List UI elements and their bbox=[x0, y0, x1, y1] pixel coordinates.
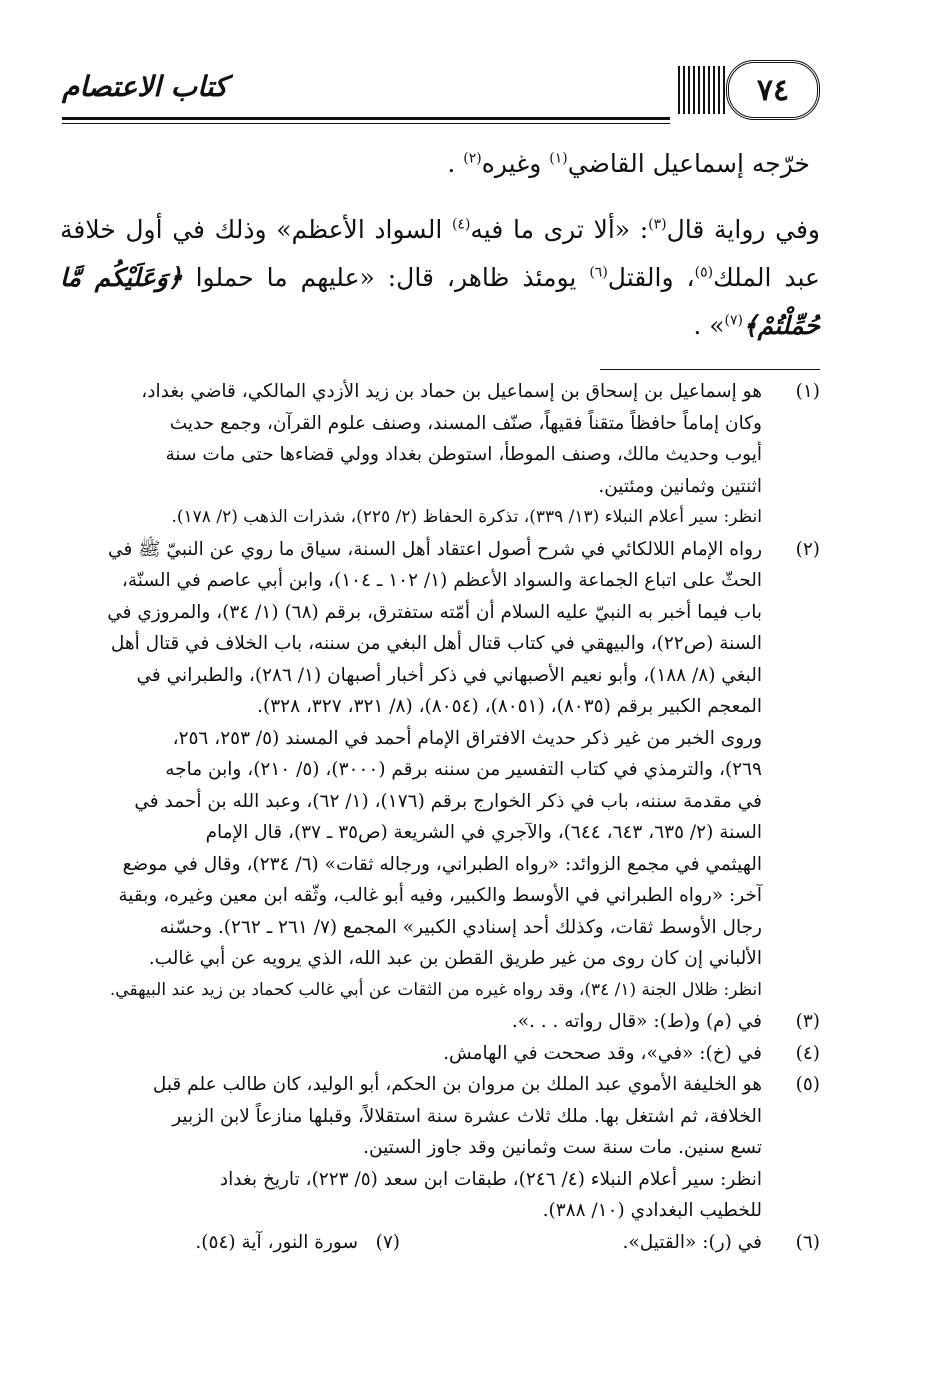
footnote-ref[interactable]: (٦) bbox=[589, 264, 608, 281]
footnotes-6-7 bbox=[60, 1227, 820, 1259]
footnote-number: (٦) bbox=[795, 1231, 820, 1253]
footnote-reference: انظر: سير أعلام النبلاء (١٣/ ٣٣٩)، تذكرة الحفاظ (٢/ ٢٢٥)، شذرات الذهب (٢/ ١٧٨). bbox=[171, 507, 762, 527]
footnote-separator bbox=[600, 369, 820, 370]
paragraph-2: وفي رواية قال$^{(٣)}$: «ألا ترى ما فيه$^{(٤)}$ السواد الأعظم» وذلك في أول خلافة عبد الملك$^{(٥)}$، والقتل$^{(٦)}$ يومئذ ظاهر، قال: «عليهم ما حملوا ﴿وَعَلَيْكُم مَّا حُمِّلْتُمْ﴾$^{(٧)}$» . bbox=[60, 215, 820, 340]
decorative-bars-icon bbox=[678, 66, 728, 114]
running-title: كتاب الاعتصام bbox=[62, 70, 228, 103]
quran-verse: ﴿وَعَلَيْكُم مَّا حُمِّلْتُمْ﴾ bbox=[60, 263, 820, 340]
footnote-number: (١) bbox=[795, 381, 820, 402]
footnote-number: (٤) bbox=[795, 1042, 820, 1064]
footnote-number: (٢) bbox=[795, 538, 820, 560]
page-number: ٧٤ bbox=[726, 60, 820, 120]
footnote-7-text: سورة النور، آية (٥٤). bbox=[195, 1231, 358, 1253]
footnote-ref[interactable]: (١) bbox=[549, 150, 568, 167]
footnote-ref[interactable]: (٣) bbox=[648, 216, 667, 233]
footnote-3: (٣) في (م) و(ط): «قال رواته . . .». bbox=[60, 1006, 820, 1038]
footnote-number: (٧) bbox=[375, 1231, 400, 1253]
footnote-ref[interactable]: (٤) bbox=[451, 216, 471, 233]
main-text bbox=[60, 140, 820, 350]
footnote-reference: انظر: ظلال الجنة (١/ ٣٤)، وقد رواه غيره من الثقات عن أبي غالب كحماد بن زيد عند البيهقي. bbox=[109, 979, 762, 1000]
footnote-number: (٥) bbox=[795, 1074, 820, 1095]
footnote-7 bbox=[195, 1227, 400, 1259]
footnote-4: (٤) في (خ): «في»، وقد صححت في الهامش. bbox=[60, 1038, 820, 1070]
footnote-2: (٢) رواه الإمام اللالكائي في شرح أصول اعتقاد أهل السنة، سياق ما روي عن النبيّ ﷺ في الحثّ على اتباع الجماعة والسواد الأعظم (١/ ١٠٢ ـ ١٠٤)، وابن أبي عاصم في السنّة، باب فيما أخبر به النبيّ عليه السلام أن أمّته ستفترق، برقم (٦٨) (١/ ٣٤)، والمروزي في السنة (ص٢٢)، والبيهقي في كتاب قتال أهل البغي من سننه، باب الخلاف في قتال أهل البغي (٨/ ١٨٨)، وأبو نعيم الأصبهاني في ذكر أخبار أصبهان (١/ ٢٨٦)، والطبراني في المعجم الكبير برقم (٨٠٣٥)، (٨٠٥١)، (٨٠٥٤)، (٨/ ٣٢١، ٣٢٧، ٣٢٨). وروى الخبر من غير ذكر حديث الافتراق الإمام أحمد في المسند (٥/ ٢٥٣، ٢٥٦، ٢٦٩)، والترمذي في كتاب التفسير من سننه برقم (٣٠٠٠)، (٥/ ٢١٠)، وابن ماجه في مقدمة سننه، باب في ذكر الخوارج برقم (١٧٦)، (١/ ٦٢)، وعبد الله بن أحمد في السنة (٢/ ٦٣٥، ٦٤٣، ٦٤٤)، والآجري في الشريعة (ص٣٥ ـ ٣٧)، قال الإمام الهيثمي في مجمع الزوائد: «رواه الطبراني، ورجاله ثقات» (٦/ ٢٣٤)، وقال في موضع آخر: «رواه الطبراني في الأوسط والكبير، وفيه أبو غالب، وثّقه ابن معين وغيره، وبقية رجال الأوسط ثقات، وكذلك أحد إسنادي الكبير» المجمع (٧/ ٢٦١ ـ ٢٦٢). وحسّنه الألباني إن كان روى من غير طريق القطن بن عبد الله، الذي يرويه عن أبي غالب. انظر: ظلال الجنة (١/ ٣٤)، وقد رواه غيره من الثقات عن أبي غالب كحماد بن زيد عند البيهقي. bbox=[60, 534, 820, 1007]
header-rule bbox=[62, 117, 670, 120]
footnote-6-text: في (ر): «القتيل». bbox=[622, 1231, 762, 1253]
footnote-1: (١) هو إسماعيل بن إسحاق بن إسماعيل بن حماد بن زيد الأزدي المالكي، قاضي بغداد، وكان إماماً حافظاً متقناً فقيهاً، صنّف المسند، وصنف علوم القرآن، وجمع حديث أيوب وحديث مالك، وصنف الموطأ، استوطن بغداد وولي قضاءها حتى مات سنة اثنتين وثمانين ومئتين. انظر: سير أعلام النبلاء (١٣/ ٣٣٩)، تذكرة الحفاظ (٢/ ٢٢٥)، شذرات الذهب (٢/ ١٧٨). bbox=[60, 376, 820, 534]
footnote-5: (٥) هو الخليفة الأموي عبد الملك بن مروان بن الحكم، أبو الوليد، كان طالب علم قبل الخلافة، ثم اشتغل بها. ملك ثلاث عشرة سنة استقلالاً، وقبلها منازعاً لابن الزبير تسع سنين. مات سنة ست وثمانين وقد جاوز الستين. انظر: سير أعلام النبلاء (٤/ ٢٤٦)، طبقات ابن سعد (٥/ ٢٢٣)، تاريخ بغداد للخطيب البغدادي (١٠/ ٣٨٨). bbox=[60, 1069, 820, 1227]
footnote-ref[interactable]: (٧) bbox=[724, 312, 743, 329]
footnote-ref[interactable]: (٢) bbox=[463, 150, 482, 167]
footnote-number: (٣) bbox=[795, 1011, 820, 1032]
page-header bbox=[62, 60, 820, 124]
footnote-ref[interactable]: (٥) bbox=[694, 264, 714, 281]
footnotes bbox=[60, 376, 820, 1258]
paragraph-1: خرّجه إسماعيل القاضي$^{(١)}$ وغيره$^{(٢)}$ . bbox=[447, 149, 810, 178]
